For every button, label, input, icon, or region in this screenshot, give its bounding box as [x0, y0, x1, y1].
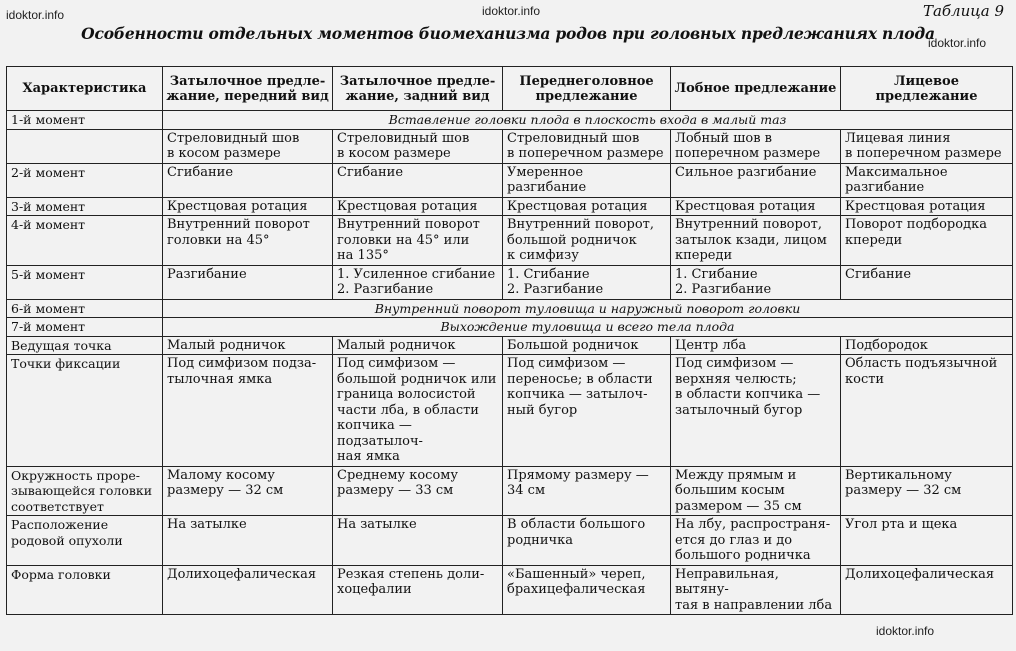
table-cell: Поворот подбородка кпереди — [841, 216, 1013, 266]
table-cell: Внутренний поворот, затылок кзади, лицом кпереди — [671, 216, 841, 266]
table-cell: Малому косому размеру — 32 см — [163, 466, 333, 516]
table-cell: Крестцовая ротация — [333, 197, 503, 216]
header-anterior-cephalic: Переднеголовное предлежание — [503, 67, 671, 111]
table-cell: Разгибание — [163, 265, 333, 299]
table-cell: Большой родничок — [503, 336, 671, 355]
table-cell: На затылке — [333, 516, 503, 566]
table-cell: Под симфизом подза- тылочная ямка — [163, 355, 333, 467]
row-label: Ведущая точка — [7, 336, 163, 355]
row-label: Форма головки — [7, 565, 163, 615]
table-row — [7, 516, 1013, 566]
table-cell: В области большого родничка — [503, 516, 671, 566]
table-number: Таблица 9 — [922, 2, 1004, 20]
table-cell: Под симфизом — большой родничок или граница волосистой части лба, в области копчика — подзатылоч- ная ямка — [333, 355, 503, 467]
document-title: Особенности отдельных моментов биомеханизма родов при головных предлежаниях плода — [81, 24, 935, 43]
table-cell: Крестцовая ротация — [841, 197, 1013, 216]
table-cell: 1. Усиленное сгибание 2. Разгибание — [333, 265, 503, 299]
table-cell: Сгибание — [163, 163, 333, 197]
table-cell: Лицевая линия в поперечном размере — [841, 129, 1013, 163]
table-cell: Стреловидный шов в косом размере — [163, 129, 333, 163]
merged-cell: Выхождение туловища и всего тела плода — [163, 318, 1013, 337]
table-cell: Крестцовая ротация — [163, 197, 333, 216]
header-occipital-anterior: Затылочное предле- жание, передний вид — [163, 67, 333, 111]
header-occipital-posterior: Затылочное предле- жание, задний вид — [333, 67, 503, 111]
table-cell: На лбу, распространя- ется до глаз и до большого родничка — [671, 516, 841, 566]
table-row — [7, 336, 1013, 355]
table-cell: Лобный шов в поперечном размере — [671, 129, 841, 163]
table-cell: Область подъязычной кости — [841, 355, 1013, 467]
table-cell: 1. Сгибание 2. Разгибание — [671, 265, 841, 299]
table-cell: Сильное разгибание — [671, 163, 841, 197]
watermark-top-center: idoktor.info — [482, 4, 541, 18]
row-label: 4-й момент — [7, 216, 163, 266]
table-cell: Умеренное разгибание — [503, 163, 671, 197]
table-cell: Крестцовая ротация — [503, 197, 671, 216]
table-cell: Подбородок — [841, 336, 1013, 355]
table-cell: Сгибание — [333, 163, 503, 197]
header-row — [7, 67, 1013, 111]
row-label: 1-й момент — [7, 111, 163, 130]
table-cell: Среднему косому размеру — 33 см — [333, 466, 503, 516]
row-label: Окружность проре- зывающейся головки соответствует — [7, 466, 163, 516]
table-cell: Крестцовая ротация — [671, 197, 841, 216]
table-cell: Малый родничок — [333, 336, 503, 355]
table-row — [7, 197, 1013, 216]
table-cell: Вертикальному размеру — 32 см — [841, 466, 1013, 516]
table-cell: «Башенный» череп, брахицефалическая — [503, 565, 671, 615]
table-row — [7, 318, 1013, 337]
table-row — [7, 466, 1013, 516]
row-label: 7-й момент — [7, 318, 163, 337]
table-cell: Угол рта и щека — [841, 516, 1013, 566]
table-cell: Внутренний поворот головки на 45° — [163, 216, 333, 266]
table-row — [7, 129, 1013, 163]
merged-cell: Вставление головки плода в плоскость входа в малый таз — [163, 111, 1013, 130]
table-cell: На затылке — [163, 516, 333, 566]
table-body — [7, 111, 1013, 615]
watermark-top-left: idoktor.info — [6, 8, 65, 22]
watermark-bottom-right: idoktor.info — [876, 624, 935, 638]
table-cell: Прямому размеру — 34 см — [503, 466, 671, 516]
row-label — [7, 129, 163, 163]
table-cell: Максимальное разгибание — [841, 163, 1013, 197]
table-row — [7, 565, 1013, 615]
merged-cell: Внутренний поворот туловища и наружный поворот головки — [163, 299, 1013, 318]
table-cell: Внутренний поворот головки на 45° или на 135° — [333, 216, 503, 266]
watermark-top-right: idoktor.info — [928, 36, 987, 50]
table-cell: Неправильная, вытяну- тая в направлении лба — [671, 565, 841, 615]
table-cell: Малый родничок — [163, 336, 333, 355]
table-cell: Стреловидный шов в поперечном размере — [503, 129, 671, 163]
table-cell: Центр лба — [671, 336, 841, 355]
table-row — [7, 299, 1013, 318]
row-label: 6-й момент — [7, 299, 163, 318]
table-cell: Сгибание — [841, 265, 1013, 299]
table-cell: Внутренний поворот, большой родничок к симфизу — [503, 216, 671, 266]
table-cell: Под симфизом — верхняя челюсть; в области копчика — затылочный бугор — [671, 355, 841, 467]
row-label: 5-й момент — [7, 265, 163, 299]
table-row — [7, 163, 1013, 197]
row-label: Точки фиксации — [7, 355, 163, 467]
table-cell: Под симфизом — переносье; в области копчика — затылоч- ный бугор — [503, 355, 671, 467]
header-frontal: Лобное предлежание — [671, 67, 841, 111]
table-row — [7, 355, 1013, 467]
table-cell: Стреловидный шов в косом размере — [333, 129, 503, 163]
table-row — [7, 216, 1013, 266]
header-facial: Лицевое предлежание — [841, 67, 1013, 111]
table-cell: Долихоцефалическая — [163, 565, 333, 615]
table-row — [7, 111, 1013, 130]
table-cell: Резкая степень доли- хоцефалии — [333, 565, 503, 615]
row-label: 3-й момент — [7, 197, 163, 216]
table-cell: Долихоцефалическая — [841, 565, 1013, 615]
table-row — [7, 265, 1013, 299]
header-characteristic: Характеристика — [7, 67, 163, 111]
table-cell: Между прямым и большим косым размером — 35 см — [671, 466, 841, 516]
row-label: Расположение родовой опухоли — [7, 516, 163, 566]
biomechanism-table — [6, 66, 1013, 615]
table-cell: 1. Сгибание 2. Разгибание — [503, 265, 671, 299]
row-label: 2-й момент — [7, 163, 163, 197]
